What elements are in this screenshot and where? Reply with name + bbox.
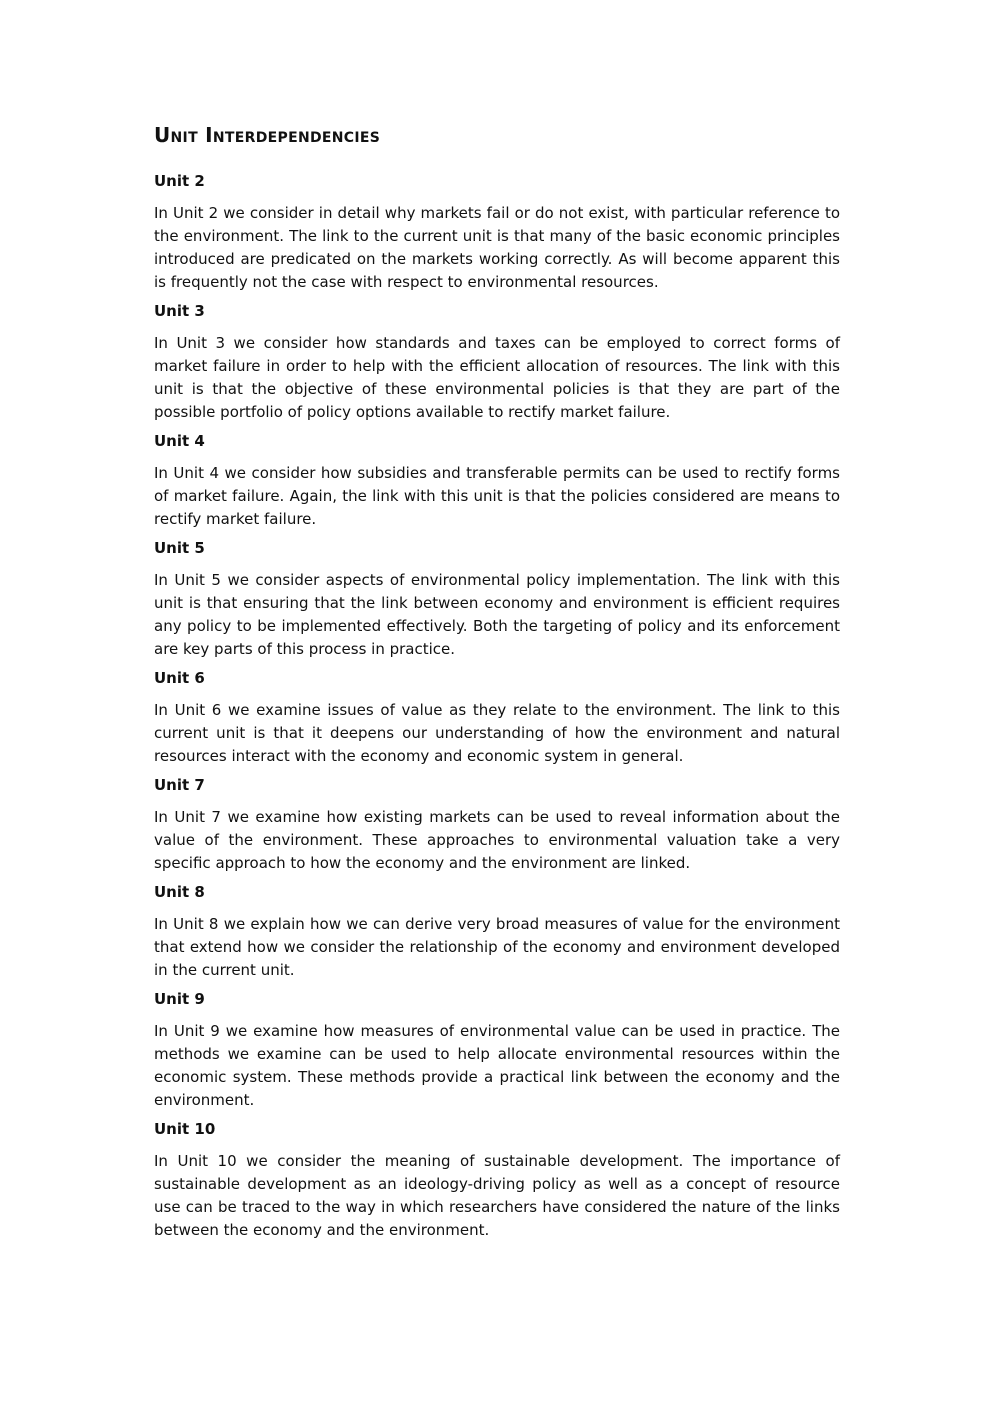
section-heading: Unit 3 [154, 302, 205, 320]
section-unit-6 [154, 669, 840, 768]
section-heading: Unit 8 [154, 883, 205, 901]
section-body: In Unit 8 we explain how we can derive very broad measures of value for the environment that extend how we consider the relationship of the economy and environment developed in the current unit. [154, 915, 840, 979]
section-body: In Unit 10 we consider the meaning of sustainable development. The importance of sustainable development as an ideology-driving policy as well as a concept of resource use can be traced to the way in which researchers have considered the nature of the links between the economy and the environment. [154, 1152, 840, 1239]
section-unit-8 [154, 883, 840, 982]
section-body: In Unit 5 we consider aspects of environmental policy implementation. The link with this unit is that ensuring that the link between economy and environment is efficient requires any policy to be implemented effectively. Both the targeting of policy and its enforcement are key parts of this process in practice. [154, 571, 840, 658]
section-heading: Unit 7 [154, 776, 205, 794]
section-unit-9 [154, 990, 840, 1112]
section-unit-4 [154, 432, 840, 531]
section-heading: Unit 9 [154, 990, 205, 1008]
section-unit-2 [154, 172, 840, 294]
section-body: In Unit 6 we examine issues of value as they relate to the environment. The link to this current unit is that it deepens our understanding of how the environment and natural resources interact with the economy and economic system in general. [154, 701, 840, 765]
section-heading: Unit 5 [154, 539, 205, 557]
section-unit-7 [154, 776, 840, 875]
section-body: In Unit 2 we consider in detail why markets fail or do not exist, with particular reference to the environment. The link to the current unit is that many of the basic economic principles introduced are predicated on the markets working correctly. As will become apparent this is frequently not the case with respect to environmental resources. [154, 204, 840, 291]
section-unit-5 [154, 539, 840, 661]
section-body: In Unit 7 we examine how existing markets can be used to reveal information about the value of the environment. These approaches to environmental valuation take a very specific approach to how the economy and the environment are linked. [154, 808, 840, 872]
section-heading: Unit 10 [154, 1120, 216, 1138]
section-body: In Unit 9 we examine how measures of environmental value can be used in practice. The methods we examine can be used to help allocate environmental resources within the economic system. These methods provide a practical link between the economy and the environment. [154, 1022, 840, 1109]
section-unit-10 [154, 1120, 840, 1242]
section-heading: Unit 2 [154, 172, 205, 190]
document-page [154, 122, 840, 1250]
section-heading: Unit 4 [154, 432, 205, 450]
section-unit-3 [154, 302, 840, 424]
section-heading: Unit 6 [154, 669, 205, 687]
section-body: In Unit 4 we consider how subsidies and transferable permits can be used to rectify forms of market failure. Again, the link with this unit is that the policies considered are means to rectify market failure. [154, 464, 840, 528]
page-title: Unit Interdependencies [154, 123, 381, 147]
section-body: In Unit 3 we consider how standards and taxes can be employed to correct forms of market failure in order to help with the efficient allocation of resources. The link with this unit is that the objective of these environmental policies is that they are part of the possible portfolio of policy options available to rectify market failure. [154, 334, 840, 421]
